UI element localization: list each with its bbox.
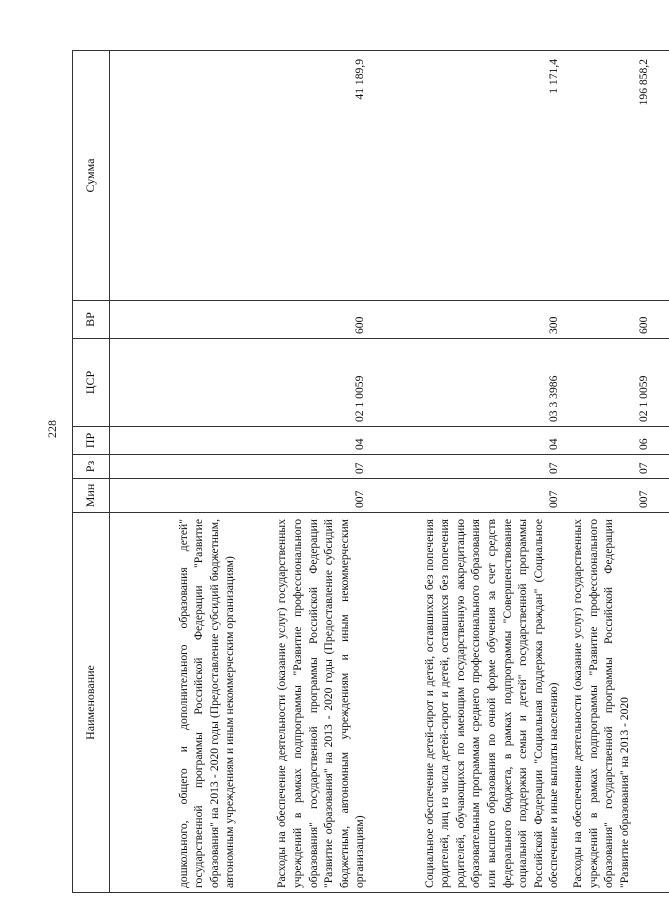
row-csr: 03 3 3986 (372, 339, 566, 427)
row-name: дошкольного, общего и дополнительного образования детей" государственной программы Российской Федерации "Развитие образования" на 2013 - 2020 годы (Предоставление субсидий бюджетным, автономным учреждениям и иным некоммерческим организациям) (110, 513, 243, 893)
page-number: 228 (45, 420, 59, 438)
row-min: 007 (372, 479, 566, 513)
row-csr (110, 339, 243, 427)
budget-table (72, 50, 669, 893)
row-pr: 04 (372, 427, 566, 455)
header-sum: Сумма (73, 51, 110, 301)
row-sum (110, 51, 243, 301)
row-rz: 07 (372, 455, 566, 479)
row-csr: 02 1 0059 (242, 339, 372, 427)
row-csr: 02 1 0059 (566, 339, 669, 427)
row-min: 007 (242, 479, 372, 513)
header-name: Наименование (73, 513, 110, 893)
row-min: 007 (566, 479, 669, 513)
row-vr: 600 (566, 301, 669, 339)
table-row (110, 51, 243, 893)
header-rz: Рз (73, 455, 110, 479)
row-rz (110, 455, 243, 479)
row-vr (110, 301, 243, 339)
row-vr: 600 (242, 301, 372, 339)
row-pr: 04 (242, 427, 372, 455)
row-rz: 07 (242, 455, 372, 479)
table-row (566, 51, 669, 893)
row-name: Социальное обеспечение детей-сирот и детей, оставшихся без попечения родителей, лиц из числа детей-сирот и детей, оставшихся без попечения родителей, обучающихся по имеющим государственную аккредитацию образовательным программам среднего профессионального образования или высшего образования по очной форме обучения за счет средств федерального бюджета, в рамках подпрограммы "Совершенствование социальной поддержки семьи и детей" государственной программы Российской Федерации "Социальная поддержка граждан" (Социальное обеспечение и иные выплаты населению) (372, 513, 566, 893)
row-name: Расходы на обеспечение деятельности (оказание услуг) государственных учреждений в рамках подпрограммы "Развитие профессионального образования" государственной программы Российской Федерации "Развитие образования" на 2013 - 2020 годы (Предоставление субсидий бюджетным, автономным учреждениям и иным некоммерческим организациям) (242, 513, 372, 893)
row-sum: 1 171,4 (372, 51, 566, 301)
row-pr (110, 427, 243, 455)
rotated-page-content (72, 51, 650, 893)
header-min: Мин (73, 479, 110, 513)
row-sum: 196 858,2 (566, 51, 669, 301)
header-vr: ВР (73, 301, 110, 339)
row-pr: 06 (566, 427, 669, 455)
row-rz: 07 (566, 455, 669, 479)
row-vr: 300 (372, 301, 566, 339)
table-header-row (73, 51, 110, 893)
table-row (242, 51, 372, 893)
row-name: Расходы на обеспечение деятельности (оказание услуг) государственных учреждений в рамках подпрограммы "Развитие профессионального образования" государственной программы Российской Федерации "Развитие образования" на 2013 - 2020 (571, 519, 631, 888)
row-name-cell (566, 513, 669, 893)
table-row (372, 51, 566, 893)
header-csr: ЦСР (73, 339, 110, 427)
row-min (110, 479, 243, 513)
row-sum: 41 189,9 (242, 51, 372, 301)
header-pr: ПР (73, 427, 110, 455)
